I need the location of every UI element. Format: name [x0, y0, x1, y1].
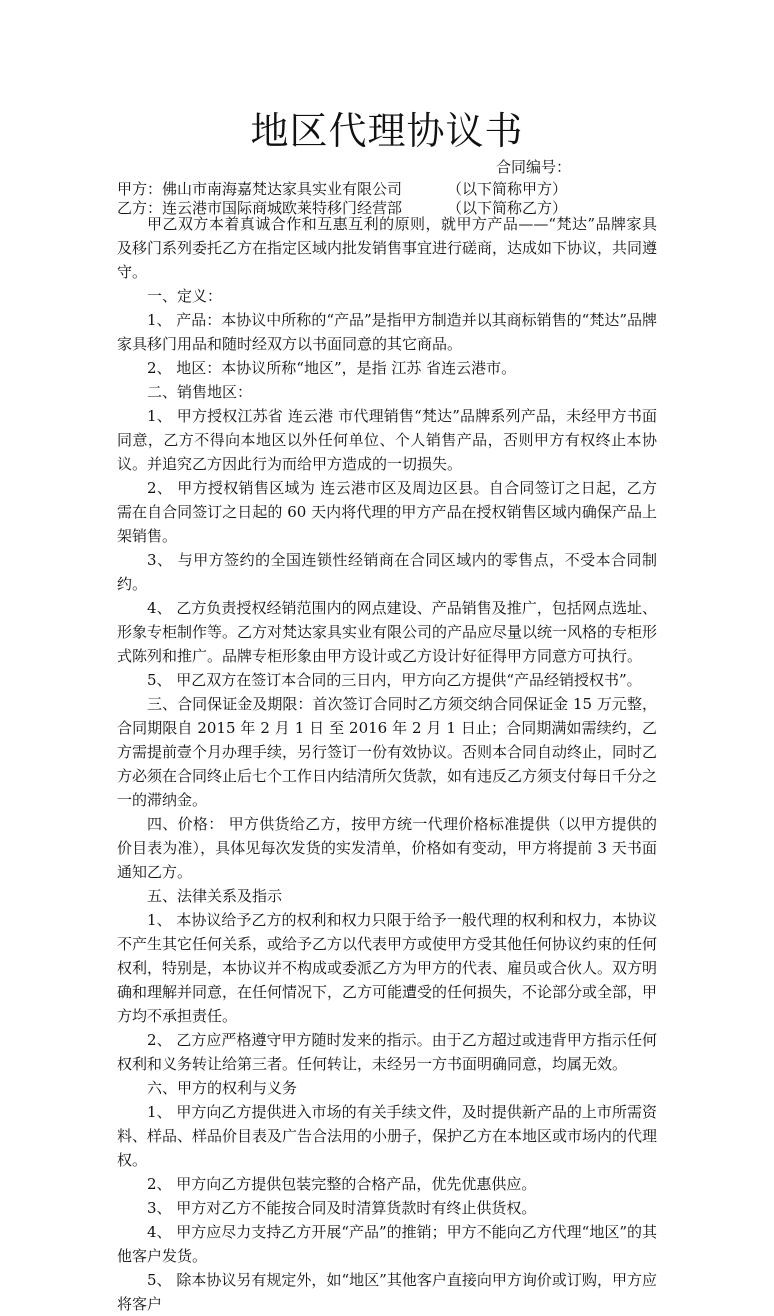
section-price: 四、价格： 甲方供货给乙方，按甲方统一代理价格标准提供（以甲方提供的价目表为准），具体见每次发货的实发清单，价格如有变动，甲方将提前 3 天书面通知乙方。 [117, 815, 657, 881]
clause-paragraph: 1、 本协议给予乙方的权利和权力只限于给予一般代理的权利和权力，本协议不产生其它任何关系，或给予乙方以代表甲方或使甲方受其他任何协议约束的任何权利，特别是，本协议并不构成或委派乙方为甲方的代表、雇员或合伙人。双方明确和理解并同意，在任何情况下，乙方可能遭受的任何损失，不论部分或全部，甲方均不承担责任。 [117, 911, 658, 1025]
clause-paragraph: 5、 甲乙双方在签订本合同的三日内，甲方向乙方提供“产品经销授权书”。 [147, 671, 642, 689]
party-a-name: 甲方：佛山市南海嘉梵达家具实业有限公司 [117, 180, 403, 198]
clause-paragraph: 2、 甲方授权销售区域为 连云港市区及周边区县。自合同签订之日起，乙方需在自合同签订之日起的 60 天内将代理的甲方产品在授权销售区域内确保产品上架销售。 [117, 479, 657, 545]
clause-paragraph: 2、 乙方应严格遵守甲方随时发来的指示。由于乙方超过或违背甲方指示任何权利和义务转让给第三者。任何转让，未经另一方书面明确同意，均属无效。 [117, 1031, 657, 1073]
clause-paragraph: 1、 甲方向乙方提供进入市场的有关手续文件，及时提供新产品的上市所需资料、样品、样品价目表及广告合法用的小册子，保护乙方在本地区或市场内的代理权。 [117, 1103, 658, 1169]
clause-paragraph: 3、 与甲方签约的全国连锁性经销商在合同区域内的零售点，不受本合同制约。 [117, 551, 657, 593]
party-b-name: 乙方：连云港市国际商城欧莱特移门经营部 [117, 199, 403, 217]
clause-paragraph: 1、 产品：本协议中所称的“产品”是指甲方制造并以其商标销售的“梵达”品牌家具移门用品和随时经双方以书面同意的其它商品。 [117, 311, 657, 353]
clause-paragraph: 2、 甲方向乙方提供包装完整的合格产品，优先优惠供应。 [147, 1175, 537, 1193]
clause-paragraph: 3、 甲方对乙方不能按合同及时清算货款时有终止供货权。 [147, 1199, 537, 1217]
section-heading-party-a-rights: 六、甲方的权利与义务 [147, 1079, 298, 1097]
clause-paragraph: 5、 除本协议另有规定外，如“地区”其他客户直接向甲方询价或订购，甲方应将客户 [117, 1271, 657, 1313]
party-a-abbreviation: （以下简称甲方） [447, 180, 568, 198]
clause-paragraph: 4、 甲方应尽力支持乙方开展“产品”的推销；甲方不能向乙方代理“地区”的其他客户发货。 [117, 1223, 657, 1265]
section-deposit-and-term: 三、合同保证金及期限：首次签订合同时乙方须交纳合同保证金 15 万元整，合同期限自 2015 年 2 月 1 日 至 2016 年 2 月 1 日止；合同期满如需续约，乙方需提前壹个月办理手续，另行签订一份有效协议。否则本合同自动终止，同时乙方必须在合同终止后七个工作日内结清所欠货款，如有违反乙方须支付每日千分之一的滞纳金。 [117, 695, 658, 809]
preamble-paragraph: 甲乙双方本着真诚合作和互惠互利的原则，就甲方产品——“梵达”品牌家具及移门系列委托乙方在指定区域内批发销售事宜进行磋商，达成如下协议，共同遵守。 [117, 215, 658, 281]
document-title: 地区代理协议书 [250, 109, 524, 153]
contract-number-label: 合同编号： [496, 158, 572, 176]
clause-paragraph: 1、 甲方授权江苏省 连云港 市代理销售“梵达”品牌系列产品，未经甲方书面同意，乙方不得向本地区以外任何单位、个人销售产品，否则甲方有权终止本协议。并追究乙方因此行为而给甲方造成的一切损失。 [117, 407, 657, 473]
party-b-abbreviation: （以下简称乙方） [447, 199, 568, 217]
section-heading-legal-relation: 五、法律关系及指示 [147, 887, 283, 905]
clause-paragraph: 2、 地区：本协议所称“地区”，是指 江苏 省连云港市。 [147, 359, 517, 377]
clause-paragraph: 4、 乙方负责授权经销范围内的网点建设、产品销售及推广，包括网点选址、形象专柜制作等。乙方对梵达家具实业有限公司的产品应尽量以统一风格的专柜形式陈列和推广。品牌专柜形象由甲方设计或乙方设计好征得甲方同意方可执行。 [117, 599, 658, 665]
section-heading-definitions: 一、定义： [147, 287, 223, 305]
party-a [117, 178, 568, 199]
section-heading-sales-area: 二、销售地区： [147, 383, 253, 401]
agreement-body [117, 212, 657, 1316]
